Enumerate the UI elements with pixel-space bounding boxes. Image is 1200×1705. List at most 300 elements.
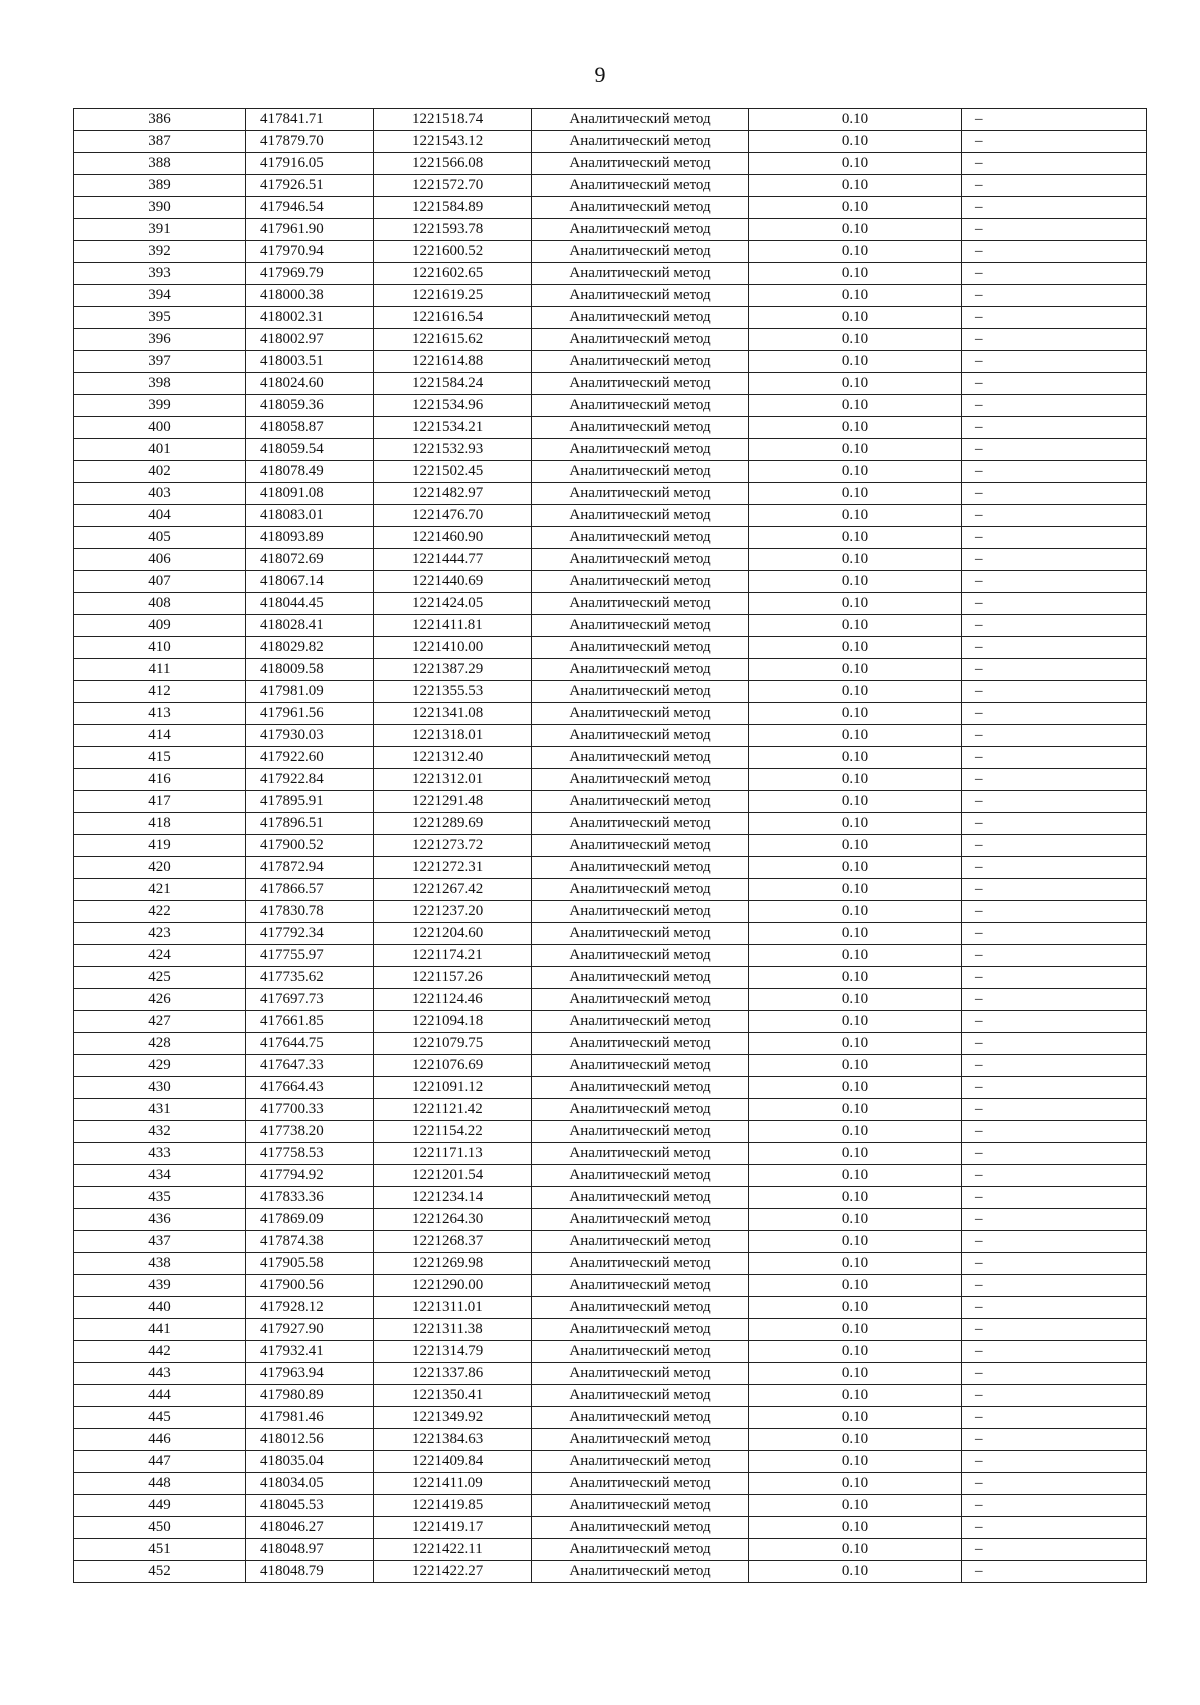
x-coordinate-cell: 417866.57 <box>246 879 374 901</box>
y-coordinate-cell: 1221237.20 <box>374 901 532 923</box>
y-coordinate-cell: 1221094.18 <box>374 1011 532 1033</box>
x-coordinate-cell: 417755.97 <box>246 945 374 967</box>
x-coordinate-cell: 417916.05 <box>246 153 374 175</box>
method-cell: Аналитический метод <box>532 835 749 857</box>
accuracy-cell: 0.10 <box>749 747 962 769</box>
method-cell: Аналитический метод <box>532 527 749 549</box>
x-coordinate-cell: 417664.43 <box>246 1077 374 1099</box>
y-coordinate-cell: 1221290.00 <box>374 1275 532 1297</box>
note-cell: – <box>962 791 1147 813</box>
table-row <box>74 1077 1147 1099</box>
note-cell: – <box>962 175 1147 197</box>
point-number-cell: 388 <box>74 153 246 175</box>
table-row <box>74 813 1147 835</box>
method-cell: Аналитический метод <box>532 791 749 813</box>
point-number-cell: 440 <box>74 1297 246 1319</box>
page-number: 9 <box>594 62 606 87</box>
point-number-cell: 395 <box>74 307 246 329</box>
method-cell: Аналитический метод <box>532 439 749 461</box>
accuracy-cell: 0.10 <box>749 1011 962 1033</box>
y-coordinate-cell: 1221424.05 <box>374 593 532 615</box>
method-cell: Аналитический метод <box>532 1033 749 1055</box>
table-row <box>74 725 1147 747</box>
note-cell: – <box>962 725 1147 747</box>
accuracy-cell: 0.10 <box>749 1473 962 1495</box>
accuracy-cell: 0.10 <box>749 483 962 505</box>
method-cell: Аналитический метод <box>532 329 749 351</box>
x-coordinate-cell: 417874.38 <box>246 1231 374 1253</box>
method-cell: Аналитический метод <box>532 1319 749 1341</box>
point-number-cell: 430 <box>74 1077 246 1099</box>
note-cell: – <box>962 439 1147 461</box>
point-number-cell: 426 <box>74 989 246 1011</box>
method-cell: Аналитический метод <box>532 747 749 769</box>
point-number-cell: 439 <box>74 1275 246 1297</box>
y-coordinate-cell: 1221593.78 <box>374 219 532 241</box>
point-number-cell: 450 <box>74 1517 246 1539</box>
y-coordinate-cell: 1221311.01 <box>374 1297 532 1319</box>
x-coordinate-cell: 418029.82 <box>246 637 374 659</box>
method-cell: Аналитический метод <box>532 1121 749 1143</box>
table-row <box>74 659 1147 681</box>
y-coordinate-cell: 1221201.54 <box>374 1165 532 1187</box>
method-cell: Аналитический метод <box>532 901 749 923</box>
point-number-cell: 417 <box>74 791 246 813</box>
table-row <box>74 439 1147 461</box>
point-number-cell: 420 <box>74 857 246 879</box>
x-coordinate-cell: 418048.97 <box>246 1539 374 1561</box>
y-coordinate-cell: 1221124.46 <box>374 989 532 1011</box>
accuracy-cell: 0.10 <box>749 791 962 813</box>
method-cell: Аналитический метод <box>532 351 749 373</box>
table-row <box>74 395 1147 417</box>
x-coordinate-cell: 417758.53 <box>246 1143 374 1165</box>
note-cell: – <box>962 1055 1147 1077</box>
note-cell: – <box>962 285 1147 307</box>
accuracy-cell: 0.10 <box>749 1385 962 1407</box>
y-coordinate-cell: 1221534.96 <box>374 395 532 417</box>
table-row <box>74 1495 1147 1517</box>
note-cell: – <box>962 527 1147 549</box>
accuracy-cell: 0.10 <box>749 1407 962 1429</box>
x-coordinate-cell: 417792.34 <box>246 923 374 945</box>
point-number-cell: 408 <box>74 593 246 615</box>
point-number-cell: 431 <box>74 1099 246 1121</box>
method-cell: Аналитический метод <box>532 1517 749 1539</box>
accuracy-cell: 0.10 <box>749 1077 962 1099</box>
table-row <box>74 1275 1147 1297</box>
y-coordinate-cell: 1221411.81 <box>374 615 532 637</box>
x-coordinate-cell: 417644.75 <box>246 1033 374 1055</box>
y-coordinate-cell: 1221171.13 <box>374 1143 532 1165</box>
note-cell: – <box>962 395 1147 417</box>
table-row <box>74 791 1147 813</box>
method-cell: Аналитический метод <box>532 813 749 835</box>
point-number-cell: 437 <box>74 1231 246 1253</box>
point-number-cell: 397 <box>74 351 246 373</box>
y-coordinate-cell: 1221502.45 <box>374 461 532 483</box>
note-cell: – <box>962 505 1147 527</box>
table-row <box>74 549 1147 571</box>
point-number-cell: 425 <box>74 967 246 989</box>
table-row <box>74 1407 1147 1429</box>
accuracy-cell: 0.10 <box>749 637 962 659</box>
table-row <box>74 461 1147 483</box>
note-cell: – <box>962 219 1147 241</box>
point-number-cell: 394 <box>74 285 246 307</box>
table-row <box>74 263 1147 285</box>
method-cell: Аналитический метод <box>532 1407 749 1429</box>
accuracy-cell: 0.10 <box>749 461 962 483</box>
accuracy-cell: 0.10 <box>749 241 962 263</box>
y-coordinate-cell: 1221350.41 <box>374 1385 532 1407</box>
point-number-cell: 428 <box>74 1033 246 1055</box>
y-coordinate-cell: 1221534.21 <box>374 417 532 439</box>
point-number-cell: 406 <box>74 549 246 571</box>
method-cell: Аналитический метод <box>532 1429 749 1451</box>
y-coordinate-cell: 1221337.86 <box>374 1363 532 1385</box>
method-cell: Аналитический метод <box>532 175 749 197</box>
accuracy-cell: 0.10 <box>749 109 962 131</box>
x-coordinate-cell: 417830.78 <box>246 901 374 923</box>
x-coordinate-cell: 417735.62 <box>246 967 374 989</box>
y-coordinate-cell: 1221444.77 <box>374 549 532 571</box>
y-coordinate-cell: 1221091.12 <box>374 1077 532 1099</box>
accuracy-cell: 0.10 <box>749 1297 962 1319</box>
method-cell: Аналитический метод <box>532 637 749 659</box>
method-cell: Аналитический метод <box>532 131 749 153</box>
accuracy-cell: 0.10 <box>749 879 962 901</box>
point-number-cell: 409 <box>74 615 246 637</box>
note-cell: – <box>962 901 1147 923</box>
table-row <box>74 1517 1147 1539</box>
y-coordinate-cell: 1221384.63 <box>374 1429 532 1451</box>
method-cell: Аналитический метод <box>532 219 749 241</box>
method-cell: Аналитический метод <box>532 1165 749 1187</box>
table-row <box>74 835 1147 857</box>
note-cell: – <box>962 109 1147 131</box>
method-cell: Аналитический метод <box>532 395 749 417</box>
x-coordinate-cell: 417963.94 <box>246 1363 374 1385</box>
table-row <box>74 989 1147 1011</box>
point-number-cell: 402 <box>74 461 246 483</box>
method-cell: Аналитический метод <box>532 1143 749 1165</box>
table-row <box>74 1055 1147 1077</box>
table-row <box>74 1121 1147 1143</box>
accuracy-cell: 0.10 <box>749 725 962 747</box>
note-cell: – <box>962 1385 1147 1407</box>
accuracy-cell: 0.10 <box>749 593 962 615</box>
accuracy-cell: 0.10 <box>749 835 962 857</box>
point-number-cell: 404 <box>74 505 246 527</box>
point-number-cell: 392 <box>74 241 246 263</box>
method-cell: Аналитический метод <box>532 307 749 329</box>
method-cell: Аналитический метод <box>532 1055 749 1077</box>
accuracy-cell: 0.10 <box>749 659 962 681</box>
note-cell: – <box>962 989 1147 1011</box>
table-row <box>74 1429 1147 1451</box>
accuracy-cell: 0.10 <box>749 197 962 219</box>
method-cell: Аналитический метод <box>532 505 749 527</box>
x-coordinate-cell: 417905.58 <box>246 1253 374 1275</box>
point-number-cell: 447 <box>74 1451 246 1473</box>
accuracy-cell: 0.10 <box>749 571 962 593</box>
note-cell: – <box>962 1473 1147 1495</box>
accuracy-cell: 0.10 <box>749 1363 962 1385</box>
y-coordinate-cell: 1221076.69 <box>374 1055 532 1077</box>
method-cell: Аналитический метод <box>532 285 749 307</box>
y-coordinate-cell: 1221409.84 <box>374 1451 532 1473</box>
note-cell: – <box>962 1429 1147 1451</box>
x-coordinate-cell: 418059.54 <box>246 439 374 461</box>
x-coordinate-cell: 417869.09 <box>246 1209 374 1231</box>
point-number-cell: 433 <box>74 1143 246 1165</box>
method-cell: Аналитический метод <box>532 109 749 131</box>
point-number-cell: 389 <box>74 175 246 197</box>
y-coordinate-cell: 1221411.09 <box>374 1473 532 1495</box>
note-cell: – <box>962 373 1147 395</box>
method-cell: Аналитический метод <box>532 1495 749 1517</box>
note-cell: – <box>962 1253 1147 1275</box>
accuracy-cell: 0.10 <box>749 967 962 989</box>
accuracy-cell: 0.10 <box>749 923 962 945</box>
point-number-cell: 446 <box>74 1429 246 1451</box>
table-row <box>74 879 1147 901</box>
x-coordinate-cell: 417928.12 <box>246 1297 374 1319</box>
y-coordinate-cell: 1221584.24 <box>374 373 532 395</box>
y-coordinate-cell: 1221615.62 <box>374 329 532 351</box>
point-number-cell: 424 <box>74 945 246 967</box>
accuracy-cell: 0.10 <box>749 527 962 549</box>
note-cell: – <box>962 1099 1147 1121</box>
point-number-cell: 423 <box>74 923 246 945</box>
table-row <box>74 923 1147 945</box>
x-coordinate-cell: 417833.36 <box>246 1187 374 1209</box>
table-row <box>74 769 1147 791</box>
y-coordinate-cell: 1221234.14 <box>374 1187 532 1209</box>
point-number-cell: 434 <box>74 1165 246 1187</box>
note-cell: – <box>962 923 1147 945</box>
y-coordinate-cell: 1221584.89 <box>374 197 532 219</box>
method-cell: Аналитический метод <box>532 1451 749 1473</box>
method-cell: Аналитический метод <box>532 989 749 1011</box>
x-coordinate-cell: 417932.41 <box>246 1341 374 1363</box>
table-row <box>74 593 1147 615</box>
accuracy-cell: 0.10 <box>749 351 962 373</box>
accuracy-cell: 0.10 <box>749 681 962 703</box>
point-number-cell: 415 <box>74 747 246 769</box>
method-cell: Аналитический метод <box>532 373 749 395</box>
note-cell: – <box>962 153 1147 175</box>
accuracy-cell: 0.10 <box>749 395 962 417</box>
accuracy-cell: 0.10 <box>749 417 962 439</box>
accuracy-cell: 0.10 <box>749 989 962 1011</box>
method-cell: Аналитический метод <box>532 659 749 681</box>
y-coordinate-cell: 1221614.88 <box>374 351 532 373</box>
x-coordinate-cell: 418002.31 <box>246 307 374 329</box>
point-number-cell: 441 <box>74 1319 246 1341</box>
x-coordinate-cell: 418044.45 <box>246 593 374 615</box>
table-row <box>74 1231 1147 1253</box>
y-coordinate-cell: 1221204.60 <box>374 923 532 945</box>
table-row <box>74 351 1147 373</box>
point-number-cell: 429 <box>74 1055 246 1077</box>
accuracy-cell: 0.10 <box>749 703 962 725</box>
table-row <box>74 637 1147 659</box>
note-cell: – <box>962 549 1147 571</box>
accuracy-cell: 0.10 <box>749 769 962 791</box>
x-coordinate-cell: 417930.03 <box>246 725 374 747</box>
point-number-cell: 427 <box>74 1011 246 1033</box>
x-coordinate-cell: 418028.41 <box>246 615 374 637</box>
point-number-cell: 422 <box>74 901 246 923</box>
x-coordinate-cell: 418003.51 <box>246 351 374 373</box>
table-row <box>74 571 1147 593</box>
accuracy-cell: 0.10 <box>749 1165 962 1187</box>
y-coordinate-cell: 1221422.11 <box>374 1539 532 1561</box>
y-coordinate-cell: 1221264.30 <box>374 1209 532 1231</box>
x-coordinate-cell: 418009.58 <box>246 659 374 681</box>
point-number-cell: 445 <box>74 1407 246 1429</box>
x-coordinate-cell: 417900.52 <box>246 835 374 857</box>
point-number-cell: 400 <box>74 417 246 439</box>
accuracy-cell: 0.10 <box>749 901 962 923</box>
table-row <box>74 329 1147 351</box>
table-row <box>74 1473 1147 1495</box>
x-coordinate-cell: 417922.60 <box>246 747 374 769</box>
point-number-cell: 452 <box>74 1561 246 1583</box>
table-row <box>74 197 1147 219</box>
y-coordinate-cell: 1221291.48 <box>374 791 532 813</box>
method-cell: Аналитический метод <box>532 769 749 791</box>
y-coordinate-cell: 1221121.42 <box>374 1099 532 1121</box>
method-cell: Аналитический метод <box>532 461 749 483</box>
note-cell: – <box>962 1451 1147 1473</box>
point-number-cell: 435 <box>74 1187 246 1209</box>
accuracy-cell: 0.10 <box>749 219 962 241</box>
note-cell: – <box>962 813 1147 835</box>
point-number-cell: 443 <box>74 1363 246 1385</box>
y-coordinate-cell: 1221440.69 <box>374 571 532 593</box>
y-coordinate-cell: 1221543.12 <box>374 131 532 153</box>
method-cell: Аналитический метод <box>532 1539 749 1561</box>
accuracy-cell: 0.10 <box>749 615 962 637</box>
y-coordinate-cell: 1221079.75 <box>374 1033 532 1055</box>
y-coordinate-cell: 1221174.21 <box>374 945 532 967</box>
note-cell: – <box>962 1341 1147 1363</box>
note-cell: – <box>962 1275 1147 1297</box>
table-row <box>74 153 1147 175</box>
point-number-cell: 403 <box>74 483 246 505</box>
point-number-cell: 442 <box>74 1341 246 1363</box>
method-cell: Аналитический метод <box>532 1473 749 1495</box>
x-coordinate-cell: 418048.79 <box>246 1561 374 1583</box>
y-coordinate-cell: 1221616.54 <box>374 307 532 329</box>
point-number-cell: 412 <box>74 681 246 703</box>
x-coordinate-cell: 417927.90 <box>246 1319 374 1341</box>
table-row <box>74 901 1147 923</box>
y-coordinate-cell: 1221272.31 <box>374 857 532 879</box>
note-cell: – <box>962 307 1147 329</box>
point-number-cell: 444 <box>74 1385 246 1407</box>
table-row <box>74 373 1147 395</box>
note-cell: – <box>962 417 1147 439</box>
y-coordinate-cell: 1221482.97 <box>374 483 532 505</box>
table-row <box>74 1539 1147 1561</box>
x-coordinate-cell: 418046.27 <box>246 1517 374 1539</box>
x-coordinate-cell: 418058.87 <box>246 417 374 439</box>
note-cell: – <box>962 879 1147 901</box>
note-cell: – <box>962 1539 1147 1561</box>
x-coordinate-cell: 417946.54 <box>246 197 374 219</box>
note-cell: – <box>962 1187 1147 1209</box>
y-coordinate-cell: 1221289.69 <box>374 813 532 835</box>
note-cell: – <box>962 967 1147 989</box>
method-cell: Аналитический метод <box>532 967 749 989</box>
note-cell: – <box>962 1231 1147 1253</box>
method-cell: Аналитический метод <box>532 945 749 967</box>
x-coordinate-cell: 418093.89 <box>246 527 374 549</box>
x-coordinate-cell: 418024.60 <box>246 373 374 395</box>
note-cell: – <box>962 593 1147 615</box>
x-coordinate-cell: 417900.56 <box>246 1275 374 1297</box>
method-cell: Аналитический метод <box>532 857 749 879</box>
accuracy-cell: 0.10 <box>749 373 962 395</box>
point-number-cell: 416 <box>74 769 246 791</box>
method-cell: Аналитический метод <box>532 1209 749 1231</box>
table-row <box>74 527 1147 549</box>
accuracy-cell: 0.10 <box>749 1539 962 1561</box>
accuracy-cell: 0.10 <box>749 1561 962 1583</box>
note-cell: – <box>962 703 1147 725</box>
y-coordinate-cell: 1221518.74 <box>374 109 532 131</box>
table-row <box>74 241 1147 263</box>
x-coordinate-cell: 417896.51 <box>246 813 374 835</box>
table-row <box>74 285 1147 307</box>
method-cell: Аналитический метод <box>532 197 749 219</box>
accuracy-cell: 0.10 <box>749 153 962 175</box>
table-row <box>74 1143 1147 1165</box>
note-cell: – <box>962 681 1147 703</box>
x-coordinate-cell: 418002.97 <box>246 329 374 351</box>
accuracy-cell: 0.10 <box>749 285 962 307</box>
x-coordinate-cell: 417841.71 <box>246 109 374 131</box>
table-row <box>74 219 1147 241</box>
table-row <box>74 1253 1147 1275</box>
note-cell: – <box>962 197 1147 219</box>
method-cell: Аналитический метод <box>532 703 749 725</box>
note-cell: – <box>962 1297 1147 1319</box>
table-row <box>74 1033 1147 1055</box>
y-coordinate-cell: 1221349.92 <box>374 1407 532 1429</box>
point-number-cell: 451 <box>74 1539 246 1561</box>
table-row <box>74 1165 1147 1187</box>
accuracy-cell: 0.10 <box>749 439 962 461</box>
point-number-cell: 432 <box>74 1121 246 1143</box>
x-coordinate-cell: 417970.94 <box>246 241 374 263</box>
accuracy-cell: 0.10 <box>749 1187 962 1209</box>
point-number-cell: 410 <box>74 637 246 659</box>
table-row <box>74 747 1147 769</box>
method-cell: Аналитический метод <box>532 153 749 175</box>
y-coordinate-cell: 1221602.65 <box>374 263 532 285</box>
note-cell: – <box>962 615 1147 637</box>
accuracy-cell: 0.10 <box>749 1275 962 1297</box>
y-coordinate-cell: 1221154.22 <box>374 1121 532 1143</box>
y-coordinate-cell: 1221600.52 <box>374 241 532 263</box>
point-number-cell: 393 <box>74 263 246 285</box>
note-cell: – <box>962 241 1147 263</box>
